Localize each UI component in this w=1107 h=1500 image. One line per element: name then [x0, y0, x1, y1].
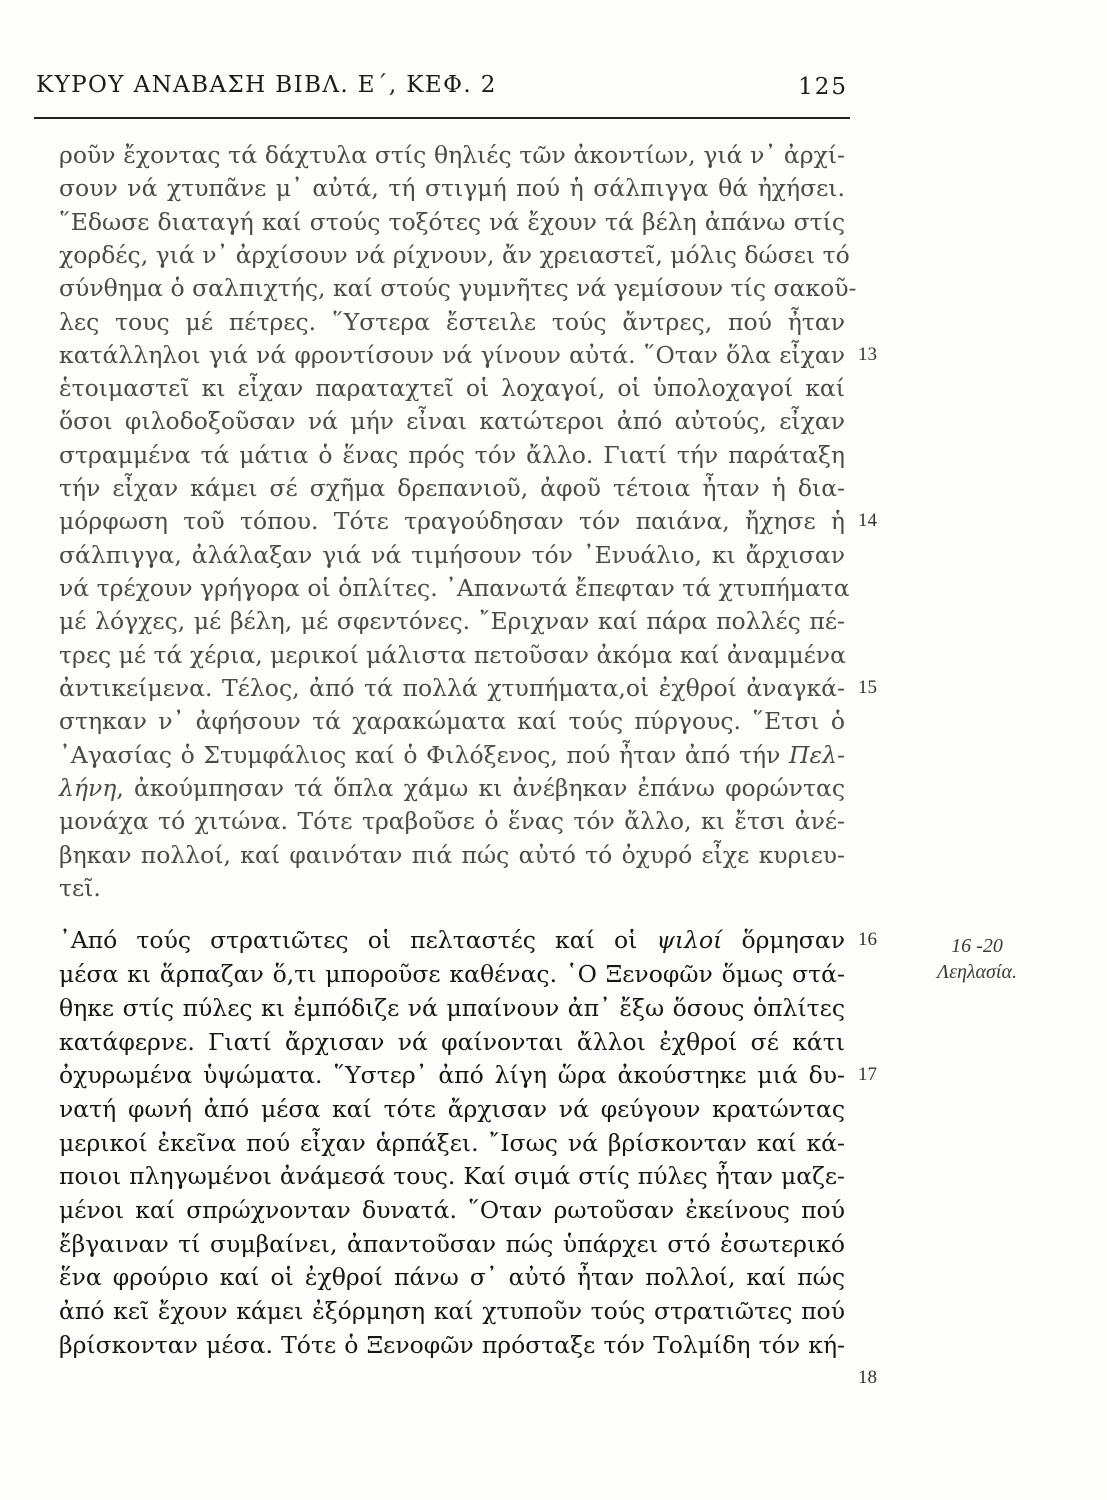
text-line: ὀχυρωμένα ὑψώματα. ῞Υστερ᾽ ἀπό λίγη ὥρα ἀκούστηκε μιά δυ- — [59, 1061, 845, 1089]
text-line: βηκαν πολλοί, καί φαινόταν πιά πώς αὐτό τό ὀχυρό εἶχε κυριευ- — [59, 841, 845, 869]
text-line: βρίσκονταν μέσα. Τότε ὁ Ξενοφῶν πρόσταξε τόν Τολμίδη τόν κή- — [59, 1331, 845, 1359]
text-line: ροῦν ἔχοντας τά δάχτυλα στίς θηλιές τῶν ἀκοντίων, γιά ν᾽ ἀρχί- — [59, 141, 845, 169]
margin-note-range: 16 -20 — [951, 935, 1003, 957]
text-line: ᾿Από τούς στρατιῶτες οἱ πελταστές καί οἱ ψιλοί ὅρμησαν — [59, 926, 845, 954]
margin-note — [912, 933, 1042, 985]
text-line: ἀντικείμενα. Τέλος, ἀπό τά πολλά χτυπήματα,οἱ ἐχθροί ἀναγκά- — [59, 674, 845, 702]
text-line: μόρφωση τοῦ τόπου. Τότε τραγούδησαν τόν παιάνα, ἤχησε ἡ — [59, 507, 845, 535]
text-line: ἑτοιμαστεῖ κι εἶχαν παραταχτεῖ οἱ λοχαγοί, οἱ ὑπολοχαγοί καί — [59, 374, 845, 402]
text-line: ῞Εδωσε διαταγή καί στούς τοξότες νά ἔχουν τά βέλη ἀπάνω στίς — [59, 208, 845, 236]
running-header — [36, 72, 848, 98]
text-line: μέ λόγχες, μέ βέλη, μέ σφεντόνες. ῎Εριχναν καί πάρα πολλές πέ- — [59, 607, 845, 635]
text-line: κατάλληλοι γιά νά φροντίσουν νά γίνουν αὐτά. ῞Οταν ὅλα εἶχαν — [59, 341, 845, 369]
text-line: σύνθημα ὁ σαλπιχτής, καί στούς γυμνῆτες νά γεμίσουν τίς σακοῦ- — [59, 274, 857, 302]
text-line: νά τρέχουν γρήγορα οἱ ὁπλίτες. ᾿Απανωτά ἔπεφταν τά χτυπήματα — [59, 574, 850, 602]
section-number: 15 — [858, 677, 877, 698]
text-line: ὅσοι φιλοδοξοῦσαν νά μήν εἶναι κατώτεροι ἀπό αὐτούς, εἶχαν — [59, 407, 845, 435]
page-number: 125 — [798, 74, 848, 100]
text-line: μένοι καί σπρώχνονταν δυνατά. ῞Οταν ρωτοῦσαν ἐκείνους πού — [59, 1196, 845, 1224]
text-line: θηκε στίς πύλες κι ἐμπόδιζε νά μπαίνουν ἀπ᾽ ἔξω ὅσους ὁπλίτες — [59, 994, 845, 1022]
text-line: μονάχα τό χιτώνα. Τότε τραβοῦσε ὁ ἕνας τόν ἄλλο, κι ἔτσι ἀνέ- — [59, 807, 845, 835]
section-number: 16 — [858, 929, 877, 950]
section-number: 18 — [858, 1367, 877, 1388]
text-line: σουν νά χτυπᾶνε μ᾽ αὐτά, τή στιγμή πού ἡ σάλπιγγα θά ἠχήσει. — [59, 174, 845, 202]
text-line: μερικοί ἐκεῖνα πού εἶχαν ἁρπάξει. ῎Ισως νά βρίσκονταν καί κά- — [59, 1129, 845, 1157]
text-line: ἀπό κεῖ ἔχουν κάμει ἐξόρμηση καί χτυποῦν τούς στρατιῶτες πού — [59, 1297, 845, 1325]
text-line: στραμμένα τά μάτια ὁ ἕνας πρός τόν ἄλλο. Γιατί τήν παράταξη — [59, 441, 845, 469]
text-line: ἕνα φρούριο καί οἱ ἐχθροί πάνω σ᾽ αὐτό ἦταν πολλοί, καί πώς — [59, 1263, 845, 1291]
text-line: κατάφερνε. Γιατί ἄρχισαν νά φαίνονται ἄλλοι ἐχθροί σέ κάτι — [59, 1028, 845, 1056]
text-line: λήνη, ἀκούμπησαν τά ὅπλα χάμω κι ἀνέβηκαν ἐπάνω φορώντας — [59, 774, 845, 802]
text-line: τεῖ. — [59, 874, 101, 902]
section-number: 13 — [858, 344, 877, 365]
text-line: ᾿Αγασίας ὁ Στυμφάλιος καί ὁ Φιλόξενος, πού ἦταν ἀπό τήν Πελ- — [59, 741, 845, 769]
text-line: τήν εἶχαν κάμει σέ σχῆμα δρεπανιοῦ, ἀφοῦ τέτοια ἦταν ἡ δια- — [59, 474, 845, 502]
text-line: νατή φωνή ἀπό μέσα καί τότε ἄρχισαν νά φεύγουν κρατώντας — [59, 1095, 845, 1123]
section-number: 17 — [858, 1064, 877, 1085]
text-line: χορδές, γιά ν᾽ ἀρχίσουν νά ρίχνουν, ἄν χρειαστεῖ, μόλις δώσει τό — [59, 241, 850, 269]
header-rule — [34, 117, 850, 119]
section-number: 14 — [858, 510, 877, 531]
header-title: ΚΥΡΟΥ ΑΝΑΒΑΣΗ ΒΙΒΛ. Ε΄, ΚΕΦ. 2 — [36, 72, 497, 98]
text-line: ποιοι πληγωμένοι ἀνάμεσά τους. Καί σιμά στίς πύλες ἦταν μαζε- — [59, 1162, 845, 1190]
margin-note-title: Λεηλασία. — [937, 961, 1017, 983]
text-line: σάλπιγγα, ἀλάλαξαν γιά νά τιμήσουν τόν ᾿Ενυάλιο, κι ἄρχισαν — [59, 541, 845, 569]
text-line: ἔβγαιναν τί συμβαίνει, ἀπαντοῦσαν πώς ὑπάρχει στό ἐσωτερικό — [59, 1230, 845, 1258]
text-line: λες τους μέ πέτρες. ῞Υστερα ἔστειλε τούς ἄντρες, πού ἦταν — [59, 308, 845, 336]
text-line: στηκαν ν᾽ ἀφήσουν τά χαρακώματα καί τούς πύργους. ῞Ετσι ὁ — [59, 707, 845, 735]
text-line: τρες μέ τά χέρια, μερικοί μάλιστα πετοῦσαν ἀκόμα καί ἀναμμένα — [59, 641, 846, 669]
text-line: μέσα κι ἅρπαζαν ὅ,τι μποροῦσε καθένας. ῾Ο Ξενοφῶν ὅμως στά- — [59, 960, 845, 988]
